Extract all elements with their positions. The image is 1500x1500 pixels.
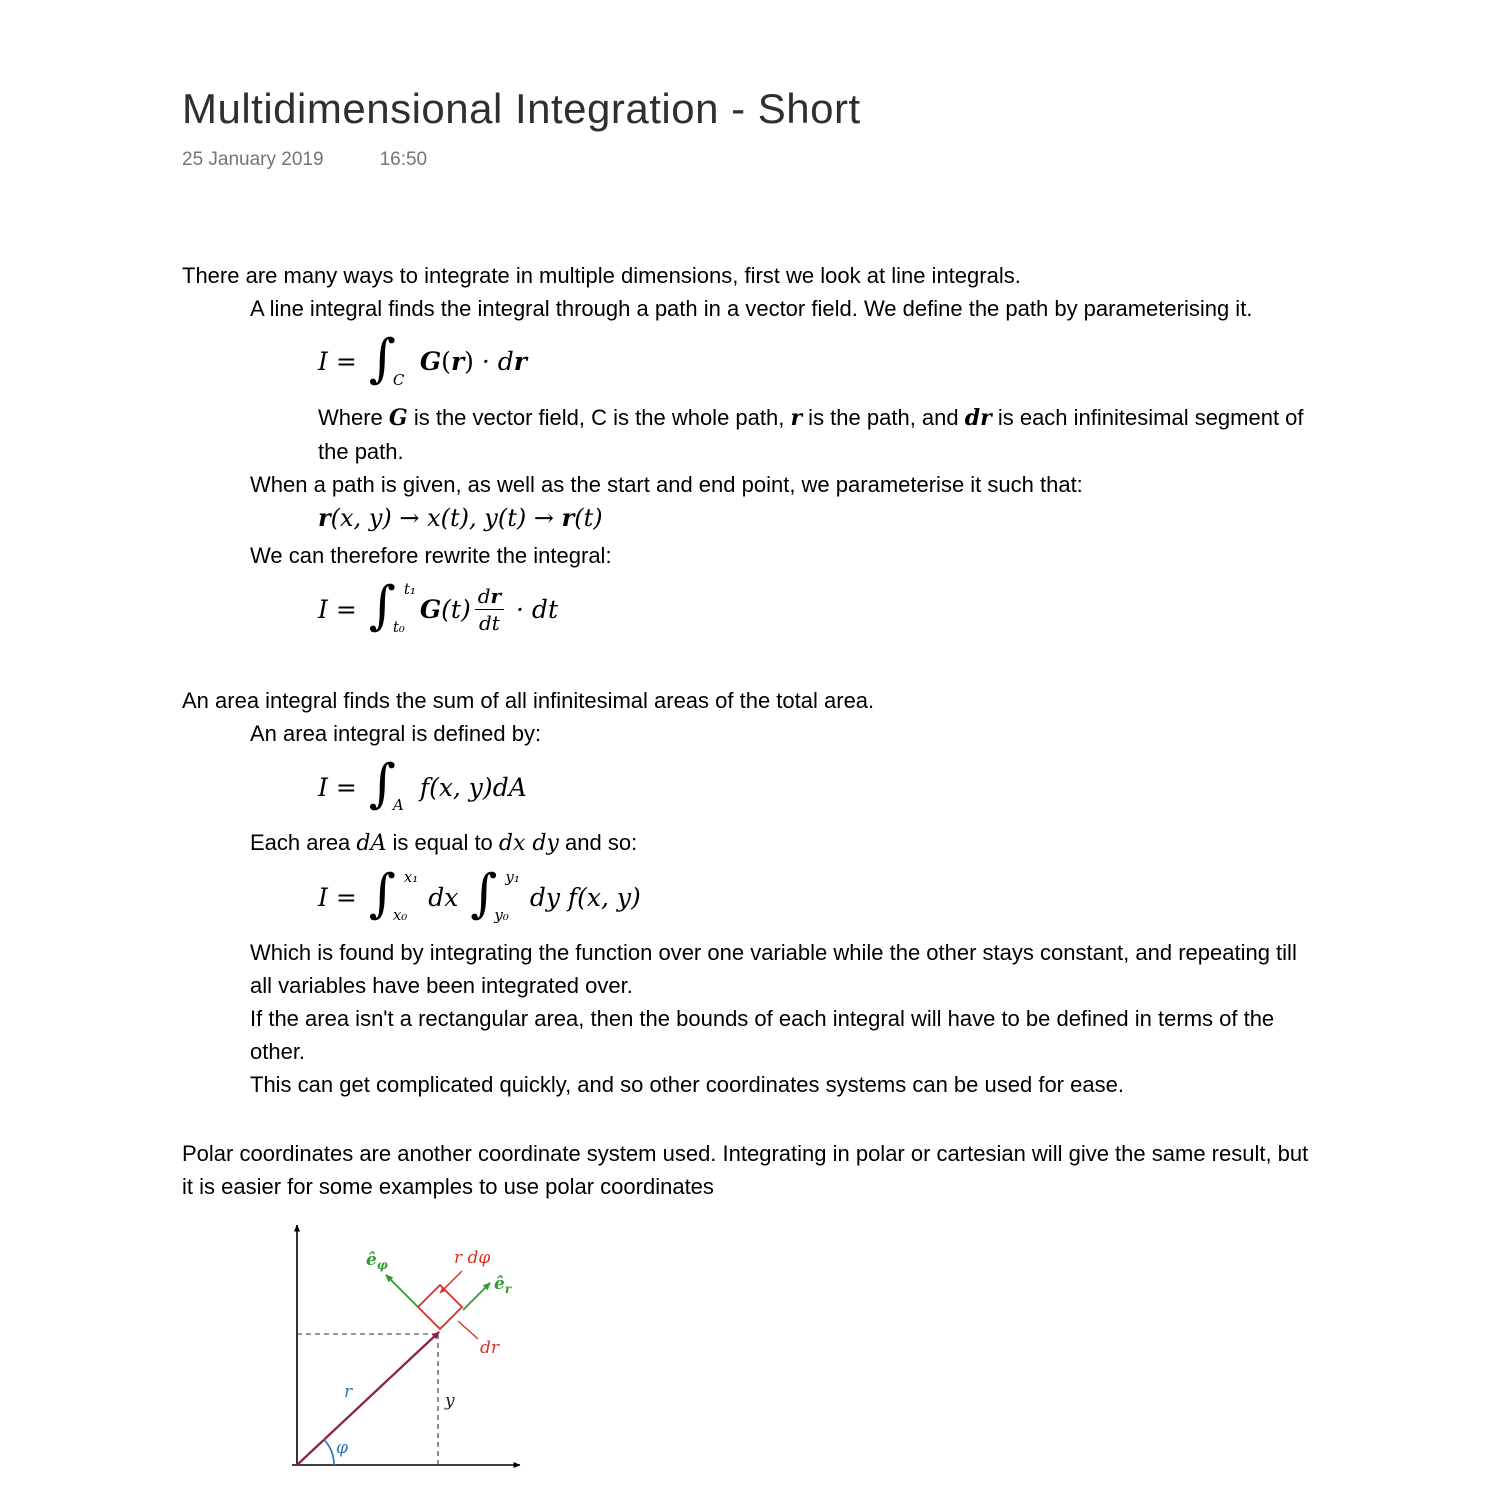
integral-upper-limit: x₁ — [403, 868, 419, 887]
paragraph-area-integral-defined: An area integral is defined by: — [250, 721, 542, 747]
note-date: 25 January 2019 — [182, 149, 324, 170]
path-symbol: r — [450, 347, 465, 377]
formula-line-integral-parameterised: I = ∫ t₁ t₀ G (t) d r dt · dt — [318, 580, 1312, 638]
polar-diagram-container — [282, 1213, 1312, 1478]
math-run-dr: dr — [964, 405, 992, 431]
text-run: is each infinitesimal segment of the path. — [318, 405, 1304, 464]
integral-lower-limit: x₀ — [392, 905, 408, 924]
integral-upper-limit: y₁ — [505, 868, 520, 887]
note-meta — [182, 149, 1500, 171]
math-run-r: r — [790, 405, 803, 431]
math-run-dA: dA — [356, 831, 387, 857]
paragraph-line-integral-terms — [318, 401, 1312, 468]
label-dr: dr — [480, 1338, 500, 1359]
paragraph-intro-line-integrals: There are many ways to integrate in multiple dimensions, first we look at line integrals. — [182, 263, 1021, 288]
note-body — [182, 259, 1312, 1478]
text-run: is equal to — [386, 830, 499, 856]
paragraph-parameterise: When a path is given, as well as the start and end point, we parameterise it such that: — [250, 472, 1083, 497]
formula-lhs: I = — [318, 347, 365, 377]
integral-sign: ∫ C — [369, 333, 418, 391]
text-run: Where — [318, 405, 389, 430]
integral-sign: ∫ A — [369, 758, 418, 816]
formula-parameterisation: r (x, y) → x(t), y(t) → r (t) — [318, 503, 603, 532]
math-run-G: G — [388, 405, 408, 431]
paragraph-line-integral-definition: A line integral finds the integral through a path in a vector field. We define the path by parameterising it. — [250, 296, 1253, 321]
derivative-fraction: d r dt — [475, 584, 504, 635]
paragraph-intro-area-integrals: An area integral finds the sum of all infinitesimal areas of the total area. — [182, 688, 875, 714]
math-run-dxdy: dx dy — [498, 831, 559, 857]
text-run: is the vector field, C is the whole path, — [407, 405, 791, 430]
integral-lower-limit: C — [392, 370, 405, 389]
vector-field-symbol: G — [419, 347, 442, 377]
r-dphi-pointer — [440, 1271, 462, 1293]
integral-sign-x: ∫ x₁ x₀ — [368, 864, 419, 925]
label-r-dphi: r dφ — [454, 1248, 491, 1269]
integral-sign: ∫ t₁ t₀ — [368, 576, 416, 637]
r-vector — [297, 1332, 439, 1465]
label-e-r: $ê_r$ — [494, 1274, 512, 1297]
integral-lower-limit: t₀ — [392, 617, 405, 636]
formula-lhs: I = — [318, 882, 365, 912]
integral-sign-y: ∫ y₁ y₀ — [470, 864, 520, 925]
text-run: and so: — [558, 830, 638, 856]
dr-pointer — [458, 1321, 478, 1339]
integral-lower-limit: A — [392, 795, 404, 814]
text-run: Each area — [250, 830, 357, 856]
paragraph-rewrite-integral: We can therefore rewrite the integral: — [250, 543, 612, 569]
label-phi: φ — [336, 1438, 348, 1459]
paragraph-polar-coordinates: Polar coordinates are another coordinate system used. Integrating in polar or cartesian will give the same result, but it is easier for some examples to use polar coordinates — [182, 1141, 1309, 1200]
label-y: y — [445, 1391, 455, 1412]
label-r: r — [344, 1382, 353, 1403]
e-phi-arrow — [386, 1275, 418, 1307]
phi-angle-arc — [323, 1439, 334, 1465]
paragraph-integration-method: Which is found by integrating the function over one variable while the other stays constant, and repeating till all variables have been integrated over. — [250, 940, 1297, 999]
polar-coordinates-diagram — [282, 1213, 582, 1469]
formula-area-integral: I = ∫ A f(x, y)dA — [318, 758, 1312, 816]
formula-lhs: I = — [318, 772, 365, 802]
formula-double-integral: I = ∫ x₁ x₀ dx ∫ y₁ y₀ dy f(x, y) — [318, 868, 1312, 926]
text-run: is the path, and — [802, 405, 965, 430]
vector-field-symbol: G — [419, 594, 442, 624]
integral-lower-limit: y₀ — [494, 905, 509, 924]
e-r-arrow — [463, 1283, 490, 1310]
formula-lhs: I = — [318, 594, 365, 624]
paragraph-each-area — [250, 826, 1312, 860]
paragraph-non-rectangular: If the area isn't a rectangular area, then the bounds of each integral will have to be defined in terms of the other. — [250, 1006, 1275, 1065]
paragraph-complicated: This can get complicated quickly, and so other coordinates systems can be used for ease. — [250, 1072, 1124, 1098]
area-element-square — [418, 1285, 462, 1329]
formula-line-integral: I = ∫ C G ( r ) · d r — [318, 333, 1312, 391]
integral-upper-limit: t₁ — [403, 580, 416, 599]
page-title: Multidimensional Integration - Short — [182, 85, 861, 132]
label-e-phi: $ê_\varphi$ — [366, 1250, 388, 1273]
note-time: 16:50 — [379, 149, 428, 170]
section-gap — [182, 1101, 1312, 1137]
section-gap — [182, 648, 1312, 684]
